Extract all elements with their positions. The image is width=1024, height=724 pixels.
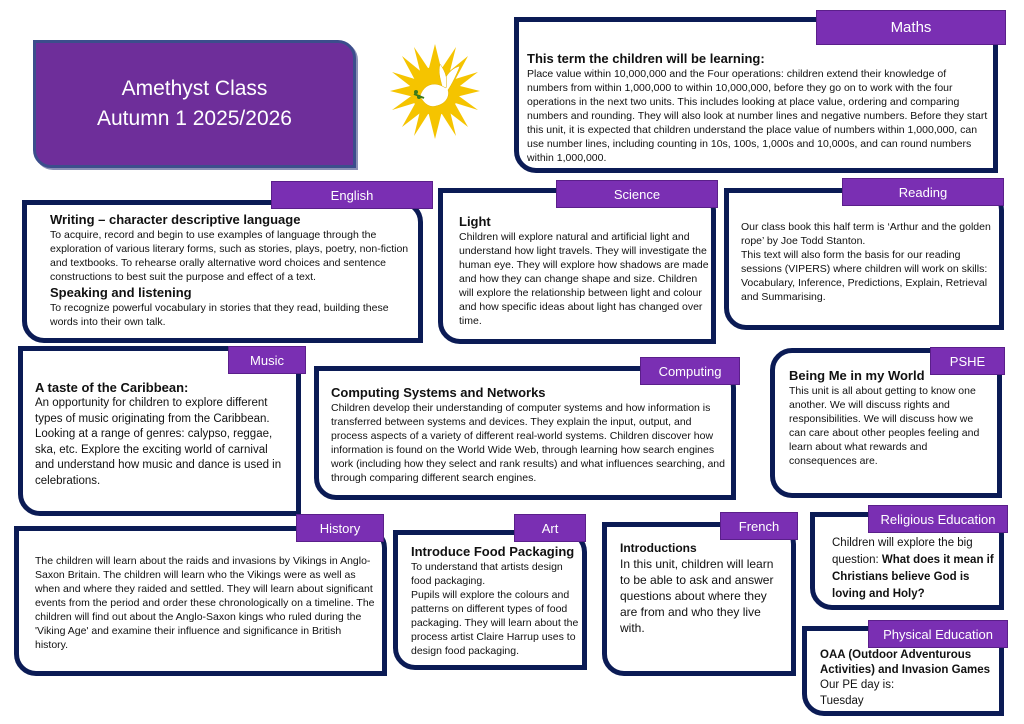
english-heading-writing: Writing – character descriptive language (50, 212, 301, 227)
computing-body: Children develop their understanding of computer systems and how information is transferred between systems and devices. They explain the input, output, and process aspects of a variety of different real-world systems. Children discover how information is found on the World Wide Web, through learning how search engines work (including how they select and rank results) and what influences searching, and through comparing different search engines. (331, 402, 725, 484)
pshe-body: This unit is all about getting to know one another. We will discuss rights and responsibilities. We will discuss how we can care about other peoples feeling and learn about what rewards and consequences are. (789, 385, 980, 467)
art-body-detail: Pupils will explore the colours and patterns on different types of food packaging. They will learn about the process artist Claire Harrup uses to design food packaging. (411, 589, 579, 657)
art-body-intro: To understand that artists design food packaging. (411, 561, 563, 587)
history-tab: History (296, 514, 384, 542)
pshe-tab: PSHE (930, 347, 1005, 375)
english-tab: English (271, 181, 433, 209)
english-body-writing: To acquire, record and begin to use examples of language through the exploration of various literary forms, such as stories, plays, poetry, non-fiction and textbooks. To rehearse orally alternative word choices and sentence constructions to best suit the purpose and effect of a text. (50, 229, 409, 283)
re-big-question: What does it mean if Christians believe God is loving and Holy? (832, 554, 994, 600)
maths-body: Place value within 10,000,000 and the Four operations: children extend their knowledge of numbers from within 1,000,000 to within 10,000,000, before they go on to work with the four operations in the next two units. This includes looking at place value, ordering and comparing numbers and rounding. They will also look at number lines and negative numbers. Before they start this unit, it is expected that children understand the place value of numbers within 1,000,000, can use number lines, including counting in 10s, 100s, 1,000s and 10,000s, and can round numbers within 1,000,000. (527, 68, 988, 164)
music-heading: A taste of the Caribbean: (35, 380, 189, 395)
science-heading: Light (459, 214, 491, 229)
science-body: Children will explore natural and artificial light and understand how light travels. They will investigate the human eye. They will explore how shadows are made and how they can change shape and size. Children will explore the relationship between light and colour and how specific ideas about light has changed over time. (459, 231, 709, 327)
re-tab: Religious Education (868, 505, 1008, 533)
computing-heading: Computing Systems and Networks (331, 385, 546, 400)
class-title-card (33, 40, 356, 168)
music-body: An opportunity for children to explore different types of music originating from the Caribbean. Looking at a range of genres: calypso, reggae, ska, etc. Explore the exciting world of carnival and understand how music and dance is used in celebrations. (35, 397, 282, 487)
art-heading: Introduce Food Packaging (411, 544, 575, 559)
english-body-speaking: To recognize powerful vocabulary in stories that they read, building these words into their own talk. (50, 302, 389, 328)
music-tab: Music (228, 346, 306, 374)
english-heading-speaking: Speaking and listening (50, 285, 192, 300)
science-tab: Science (556, 180, 718, 208)
pe-day-label: Our PE day is: (820, 679, 895, 691)
dove-sun-icon (390, 44, 480, 139)
reading-book-info: Our class book this half term is ‘Arthur and the golden rope’ by Joe Todd Stanton. (741, 221, 991, 247)
pshe-heading: Being Me in my World (789, 368, 925, 383)
computing-tab: Computing (640, 357, 740, 385)
reading-tab: Reading (842, 178, 1004, 206)
class-title: Amethyst Class (121, 77, 268, 100)
maths-tab: Maths (816, 10, 1006, 45)
maths-heading: This term the children will be learning: (527, 51, 765, 66)
reading-vipers-info: This text will also form the basis for our reading sessions (VIPERS) where children will work on skills: Vocabulary, Inference, Predictions, Explain, Retrieval and Summarising. (741, 249, 988, 303)
term-title: Autumn 1 2025/2026 (97, 107, 292, 130)
french-heading: Introductions (620, 541, 697, 555)
french-body: In this unit, children will learn to be able to ask and answer questions about where they are from and who they live with. (620, 557, 774, 635)
french-tab: French (720, 512, 798, 540)
history-body: The children will learn about the raids and invasions by Vikings in Anglo-Saxon Britain. The children will learn who the Vikings were as well as when and where they raided and settled. They will learn about significant events from the period and order these chronologically on a timeline. The children will find out about the Anglo-Saxon kings who ruled during the 'Viking Age' and examine their influence and significance in British history. (35, 555, 375, 651)
art-tab: Art (514, 514, 586, 542)
pe-day: Tuesday (820, 694, 864, 707)
pe-heading: OAA (Outdoor Adventurous Activities) and Invasion Games (820, 649, 991, 676)
pe-tab: Physical Education (868, 620, 1008, 648)
re-body-question-intro: Children will explore the big question: (832, 537, 973, 566)
